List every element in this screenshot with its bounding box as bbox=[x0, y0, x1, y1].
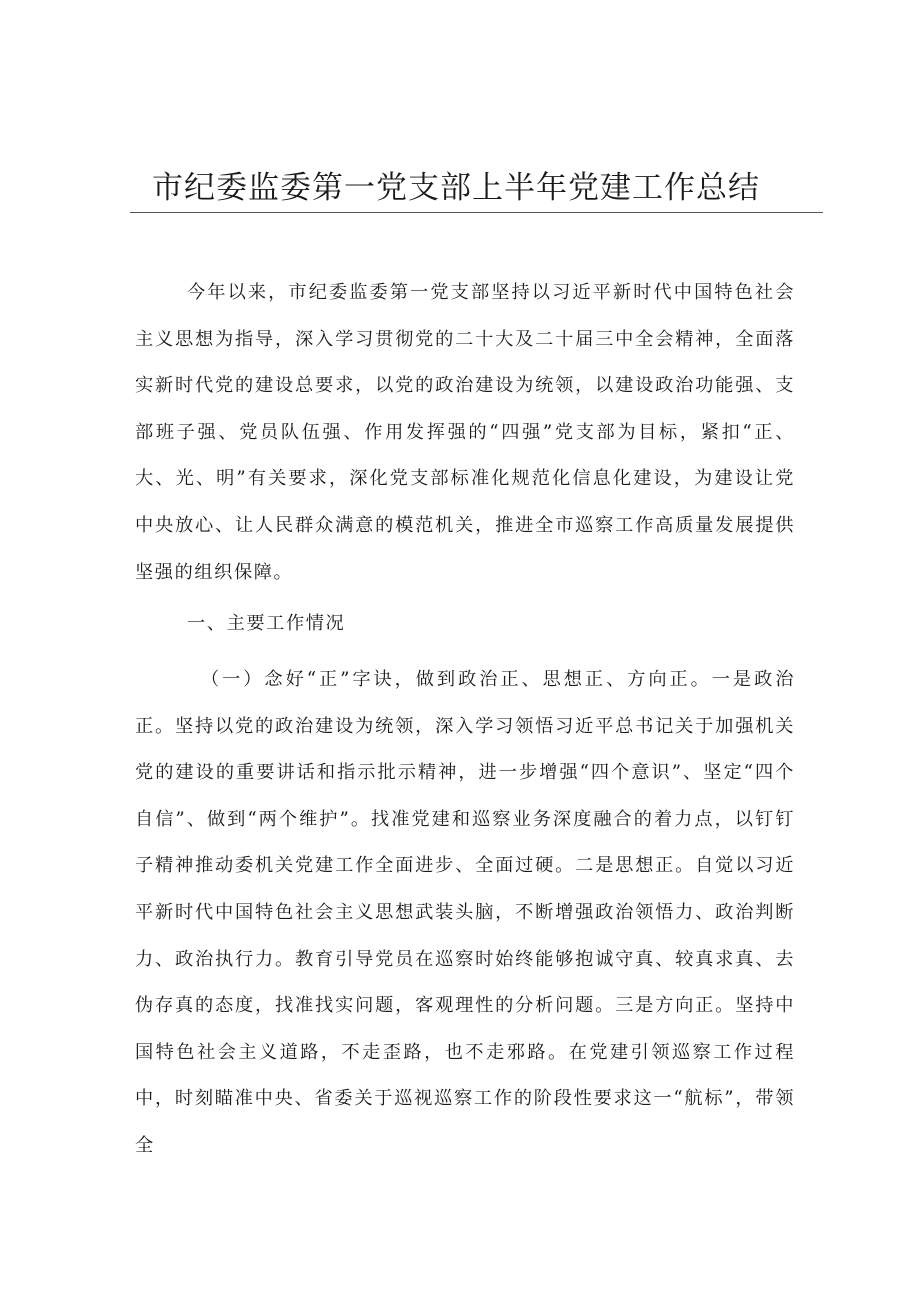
title-block bbox=[130, 160, 823, 213]
document-title: 市纪委监委第一党支部上半年党建工作总结 bbox=[152, 170, 760, 206]
intro-paragraph: 今年以来，市纪委监委第一党支部坚持以习近平新时代中国特色社会主义思想为指导，深入学习贯彻党的二十大及二十届三中全会精神，全面落实新时代党的建设总要求，以党的政治建设为统领，以建设政治功能强、支部班子强、党员队伍强、作用发挥强的“四强”党支部为目标，紧扣“正、大、光、明”有关要求，深化党支部标准化规范化信息化建设，为建设让党中央放心、让人民群众满意的模范机关，推进全市巡察工作高质量发展提供坚强的组织保障。 bbox=[135, 282, 795, 583]
body-paragraph: （一）念好“正”字诀，做到政治正、思想正、方向正。一是政治正。坚持以党的政治建设为统领，深入学习领悟习近平总书记关于加强机关党的建设的重要讲话和指示批示精神，进一步增强“四个意识”、坚定“四个自信”、做到“两个维护”。找准党建和巡察业务深度融合的着力点，以钉钉子精神推动委机关党建工作全面进步、全面过硬。二是思想正。自觉以习近平新时代中国特色社会主义思想武装头脑，不断增强政治领悟力、政治判断力、政治执行力。教育引导党员在巡察时始终能够抱诚守真、较真求真、去伪存真的态度，找准找实问题，客观理性的分析问题。三是方向正。坚持中国特色社会主义道路，不走歪路，也不走邪路。在党建引领巡察工作过程中，时刻瞄准中央、省委关于巡视巡察工作的阶段性要求这一“航标”，带领全 bbox=[135, 669, 795, 1156]
section-heading: 一、主要工作情况 bbox=[187, 613, 346, 634]
